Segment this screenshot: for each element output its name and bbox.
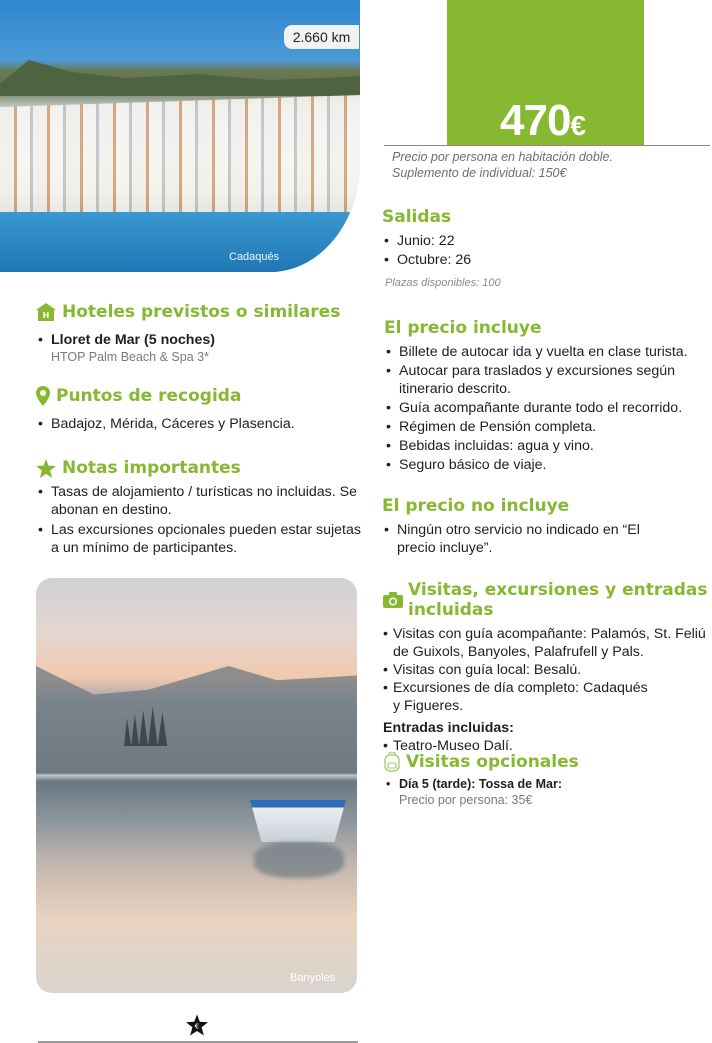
opcionales-section: [384, 752, 704, 808]
list-item: • Junio: 22: [382, 232, 702, 251]
incluye-heading: El precio incluye: [384, 318, 542, 338]
list-item: • Bebidas incluidas: agua y vino.: [384, 437, 704, 455]
svg-text:H: H: [42, 311, 50, 320]
star-euro-icon: [186, 1014, 208, 1036]
incluye-list: [384, 343, 704, 474]
price-divider: [384, 145, 710, 146]
hero-caption: Cadaqués: [229, 251, 280, 263]
lake-boat: [250, 800, 346, 842]
recogida-section: [36, 386, 356, 433]
list-item: • Tasas de alojamiento / turísticas no incluidas. Se abonan en destino.: [36, 483, 362, 519]
list-item: • Seguro básico de viaje.: [384, 456, 704, 474]
lake-reflection: [254, 842, 344, 878]
lake-mountains: [36, 666, 357, 761]
list-item: • Autocar para traslados y excursiones según itinerario descrito.: [384, 362, 704, 398]
star-icon: [36, 459, 56, 478]
list-item: • Teatro-Museo Dalí.: [383, 737, 712, 755]
hoteles-title: Hoteles previstos o similares: [62, 302, 341, 322]
salidas-list: [382, 232, 702, 270]
hoteles-heading: [36, 302, 356, 322]
svg-text:€: €: [194, 1021, 200, 1031]
opcionales-list: [384, 776, 704, 808]
plazas-disponibles: Plazas disponibles: 100: [385, 277, 501, 289]
hotel-icon: [36, 303, 56, 321]
lake-caption: Banyoles: [290, 972, 336, 984]
notas-list: [36, 483, 362, 557]
opcional-name: • Día 5 (tarde): Tossa de Mar:: [399, 777, 563, 791]
list-item: • Ningún otro servicio no indicado en “El precio incluye”.: [382, 521, 662, 557]
backpack-icon: [384, 752, 400, 772]
notas-title: Notas importantes: [62, 458, 241, 478]
price-note: [392, 149, 613, 181]
opcional-price: Precio por persona: 35€: [399, 793, 533, 807]
opcionales-heading: [384, 752, 704, 772]
hero-hills: [0, 56, 360, 96]
price-note-line2: Suplemento de individual: 150€: [392, 166, 567, 180]
list-item: [36, 331, 356, 365]
price-note-line1: Precio por persona en habitación doble.: [392, 150, 613, 164]
list-item: [384, 776, 704, 808]
list-item: • Régimen de Pensión completa.: [384, 418, 704, 436]
distance-badge: 2.660 km: [284, 25, 359, 49]
recogida-heading: [36, 386, 356, 406]
notas-heading: [36, 458, 362, 478]
no-incluye-section: [382, 496, 662, 557]
visitas-list: [383, 625, 712, 715]
recogida-list: [36, 415, 356, 433]
recogida-title: Puntos de recogida: [56, 386, 242, 406]
price-amount: 470: [500, 96, 571, 145]
list-item: • Visitas con guía local: Besalú.: [383, 661, 712, 679]
no-incluye-heading: El precio no incluye: [382, 496, 570, 516]
lake-image-banyoles: [36, 578, 357, 993]
visitas-title: Visitas, excursiones y entradas incluidas: [408, 580, 708, 620]
list-item: • Octubre: 26: [382, 251, 702, 270]
list-item: • Excursiones de día completo: Cadaqués y Figueres.: [383, 679, 712, 715]
no-incluye-list: [382, 521, 662, 557]
price-value: [500, 96, 585, 146]
list-item: • Las excursiones opcionales pueden estar sujetas a un mínimo de participantes.: [36, 521, 362, 557]
list-item: • Guía acompañante durante todo el recorrido.: [384, 399, 704, 417]
hotel-name: HTOP Palm Beach & Spa 3*: [51, 350, 209, 364]
hotel-location: • Lloret de Mar (5 noches): [51, 332, 215, 348]
notas-section: [36, 458, 362, 557]
camera-icon: [383, 592, 403, 608]
hoteles-section: [36, 302, 356, 365]
list-item: • Billete de autocar ida y vuelta en clase turista.: [384, 343, 704, 361]
hero-town: [0, 95, 360, 215]
list-item: • Badajoz, Mérida, Cáceres y Plasencia.: [36, 415, 356, 433]
list-item: • Visitas con guía acompañante: Palamós, St. Feliú de Guixols, Banyoles, Palafrufell y Pals.: [383, 625, 712, 661]
salidas-section: [382, 207, 702, 289]
map-pin-icon: [36, 386, 50, 406]
hoteles-list: [36, 331, 356, 365]
visitas-heading: [383, 580, 712, 620]
incluye-section: [384, 318, 704, 474]
price-currency: €: [570, 110, 585, 141]
salidas-heading: Salidas: [382, 207, 452, 227]
entradas-title: Entradas incluidas:: [383, 720, 514, 736]
visitas-section: [383, 580, 712, 755]
hero-water: [0, 212, 360, 272]
opcionales-title: Visitas opcionales: [406, 752, 579, 772]
